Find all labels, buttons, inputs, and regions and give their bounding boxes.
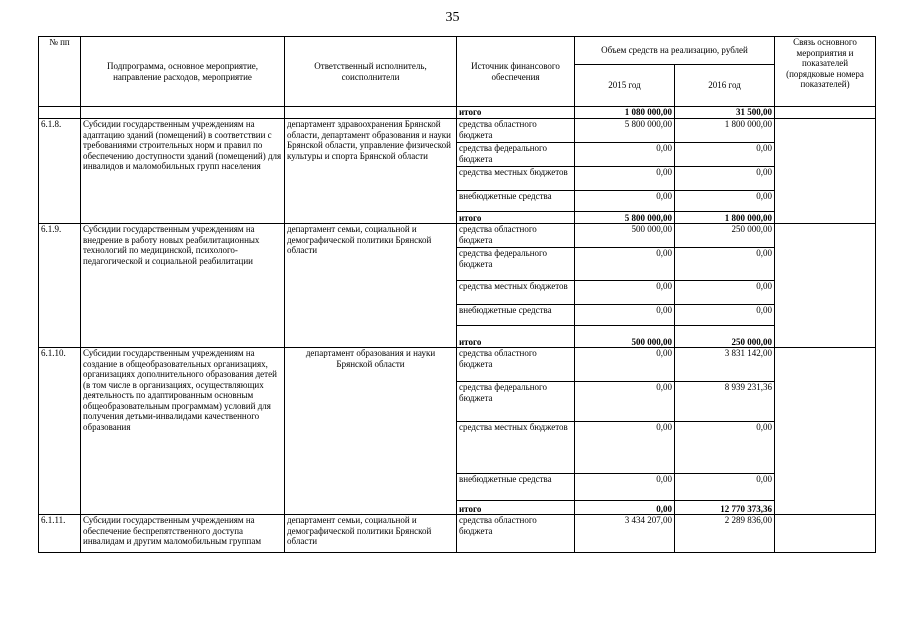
funding-source: средства федерального бюджета (457, 248, 575, 281)
amount-2015: 0,00 (575, 474, 675, 501)
amount-2015: 0,00 (575, 281, 675, 305)
amount-2016: 0,00 (675, 474, 775, 501)
table-row (39, 107, 876, 119)
funding-source: средства областного бюджета (457, 348, 575, 382)
item-number: 6.1.9. (39, 224, 81, 348)
total-2015: 0,00 (575, 501, 675, 515)
funding-source: внебюджетные средства (457, 191, 575, 212)
amount-2016: 2 289 836,00 (675, 515, 775, 553)
item-executor: департамент семьи, социальной и демографической политики Брянской области (285, 224, 457, 348)
header-year-2015: 2015 год (575, 65, 675, 107)
header-source: Источник финансового обеспечения (457, 37, 575, 107)
funding-source: внебюджетные средства (457, 305, 575, 326)
amount-2015: 0,00 (575, 191, 675, 212)
amount-2016: 8 939 231,36 (675, 382, 775, 422)
funding-source: средства областного бюджета (457, 224, 575, 248)
amount-2015: 3 434 207,00 (575, 515, 675, 553)
amount-2016: 0,00 (675, 248, 775, 281)
total-2016: 1 800 000,00 (675, 212, 775, 224)
table-row (39, 119, 876, 143)
total-2015: 500 000,00 (575, 326, 675, 348)
item-name: Субсидии государственным учреждениям на внедрение в работу новых реабилитационных технологий по медицинской, психолого-педагогической и социальной реабилитации (81, 224, 285, 348)
amount-2016: 250 000,00 (675, 224, 775, 248)
funding-source: средства областного бюджета (457, 515, 575, 553)
funding-source: средства федерального бюджета (457, 382, 575, 422)
amount-2015: 0,00 (575, 167, 675, 191)
indicator-link (775, 348, 876, 515)
amount-2016: 0,00 (675, 191, 775, 212)
funding-source: внебюджетные средства (457, 474, 575, 501)
indicator-link (775, 224, 876, 348)
amount-2015: 500 000,00 (575, 224, 675, 248)
total-2016: 31 500,00 (675, 107, 775, 119)
page-number: 35 (445, 10, 460, 25)
total-2015: 1 080 000,00 (575, 107, 675, 119)
amount-2015: 0,00 (575, 143, 675, 167)
total-2015: 5 800 000,00 (575, 212, 675, 224)
item-number: 6.1.8. (39, 119, 81, 224)
item-number: 6.1.10. (39, 348, 81, 515)
amount-2016: 1 800 000,00 (675, 119, 775, 143)
total-2016: 12 770 373,36 (675, 501, 775, 515)
total-label: итого (457, 212, 575, 224)
header-year-2016: 2016 год (675, 65, 775, 107)
table-row (39, 348, 876, 382)
item-number: 6.1.11. (39, 515, 81, 553)
item-executor: департамент здравоохранения Брянской области, департамент образования и науки Брянской области, управление физической культуры и спорта Брянской области (285, 119, 457, 224)
item-executor: департамент образования и науки Брянской области (285, 348, 457, 515)
indicator-link (775, 119, 876, 224)
header-volume: Объем средств на реализацию, рублей (575, 37, 775, 65)
program-table (38, 36, 876, 553)
amount-2015: 0,00 (575, 305, 675, 326)
amount-2015: 0,00 (575, 348, 675, 382)
amount-2016: 0,00 (675, 305, 775, 326)
total-2016: 250 000,00 (675, 326, 775, 348)
table-row (39, 224, 876, 248)
funding-source: средства местных бюджетов (457, 167, 575, 191)
total-label: итого (457, 107, 575, 119)
total-label: итого (457, 326, 575, 348)
amount-2016: 0,00 (675, 143, 775, 167)
total-label: итого (457, 501, 575, 515)
funding-source: средства областного бюджета (457, 119, 575, 143)
funding-source: средства местных бюджетов (457, 281, 575, 305)
item-executor: департамент семьи, социальной и демографической политики Брянской области (285, 515, 457, 553)
amount-2016: 0,00 (675, 422, 775, 474)
item-name: Субсидии государственным учреждениям на адаптацию зданий (помещений) в соответствии с требованиями строительных норм и правил по обеспечению доступности зданий (помещений) для инвалидов и маломобильных групп населения (81, 119, 285, 224)
header-no: № пп (39, 37, 81, 107)
amount-2016: 3 831 142,00 (675, 348, 775, 382)
header-link: Связь основного мероприятия и показателей (порядковые номера показателей) (775, 37, 876, 107)
amount-2015: 0,00 (575, 248, 675, 281)
item-name: Субсидии государственным учреждениям на обеспечение беспрепятственного доступа инвалидам и другим маломобильным группам (81, 515, 285, 553)
funding-source: средства федерального бюджета (457, 143, 575, 167)
amount-2015: 0,00 (575, 382, 675, 422)
indicator-link (775, 515, 876, 553)
amount-2016: 0,00 (675, 167, 775, 191)
header-executor: Ответственный исполнитель, соисполнители (285, 37, 457, 107)
item-name: Субсидии государственным учреждениям на создание в общеобразовательных организациях, организациях дополнительного образования детей (в том числе в организациях, осуществляющих деятельность по адаптированным основным общеобразовательным программам) условий для получения детьми-инвалидами качественного образования (81, 348, 285, 515)
amount-2015: 5 800 000,00 (575, 119, 675, 143)
header-subprogram: Подпрограмма, основное мероприятие, направление расходов, мероприятие (81, 37, 285, 107)
table-row (39, 515, 876, 553)
amount-2015: 0,00 (575, 422, 675, 474)
funding-source: средства местных бюджетов (457, 422, 575, 474)
amount-2016: 0,00 (675, 281, 775, 305)
